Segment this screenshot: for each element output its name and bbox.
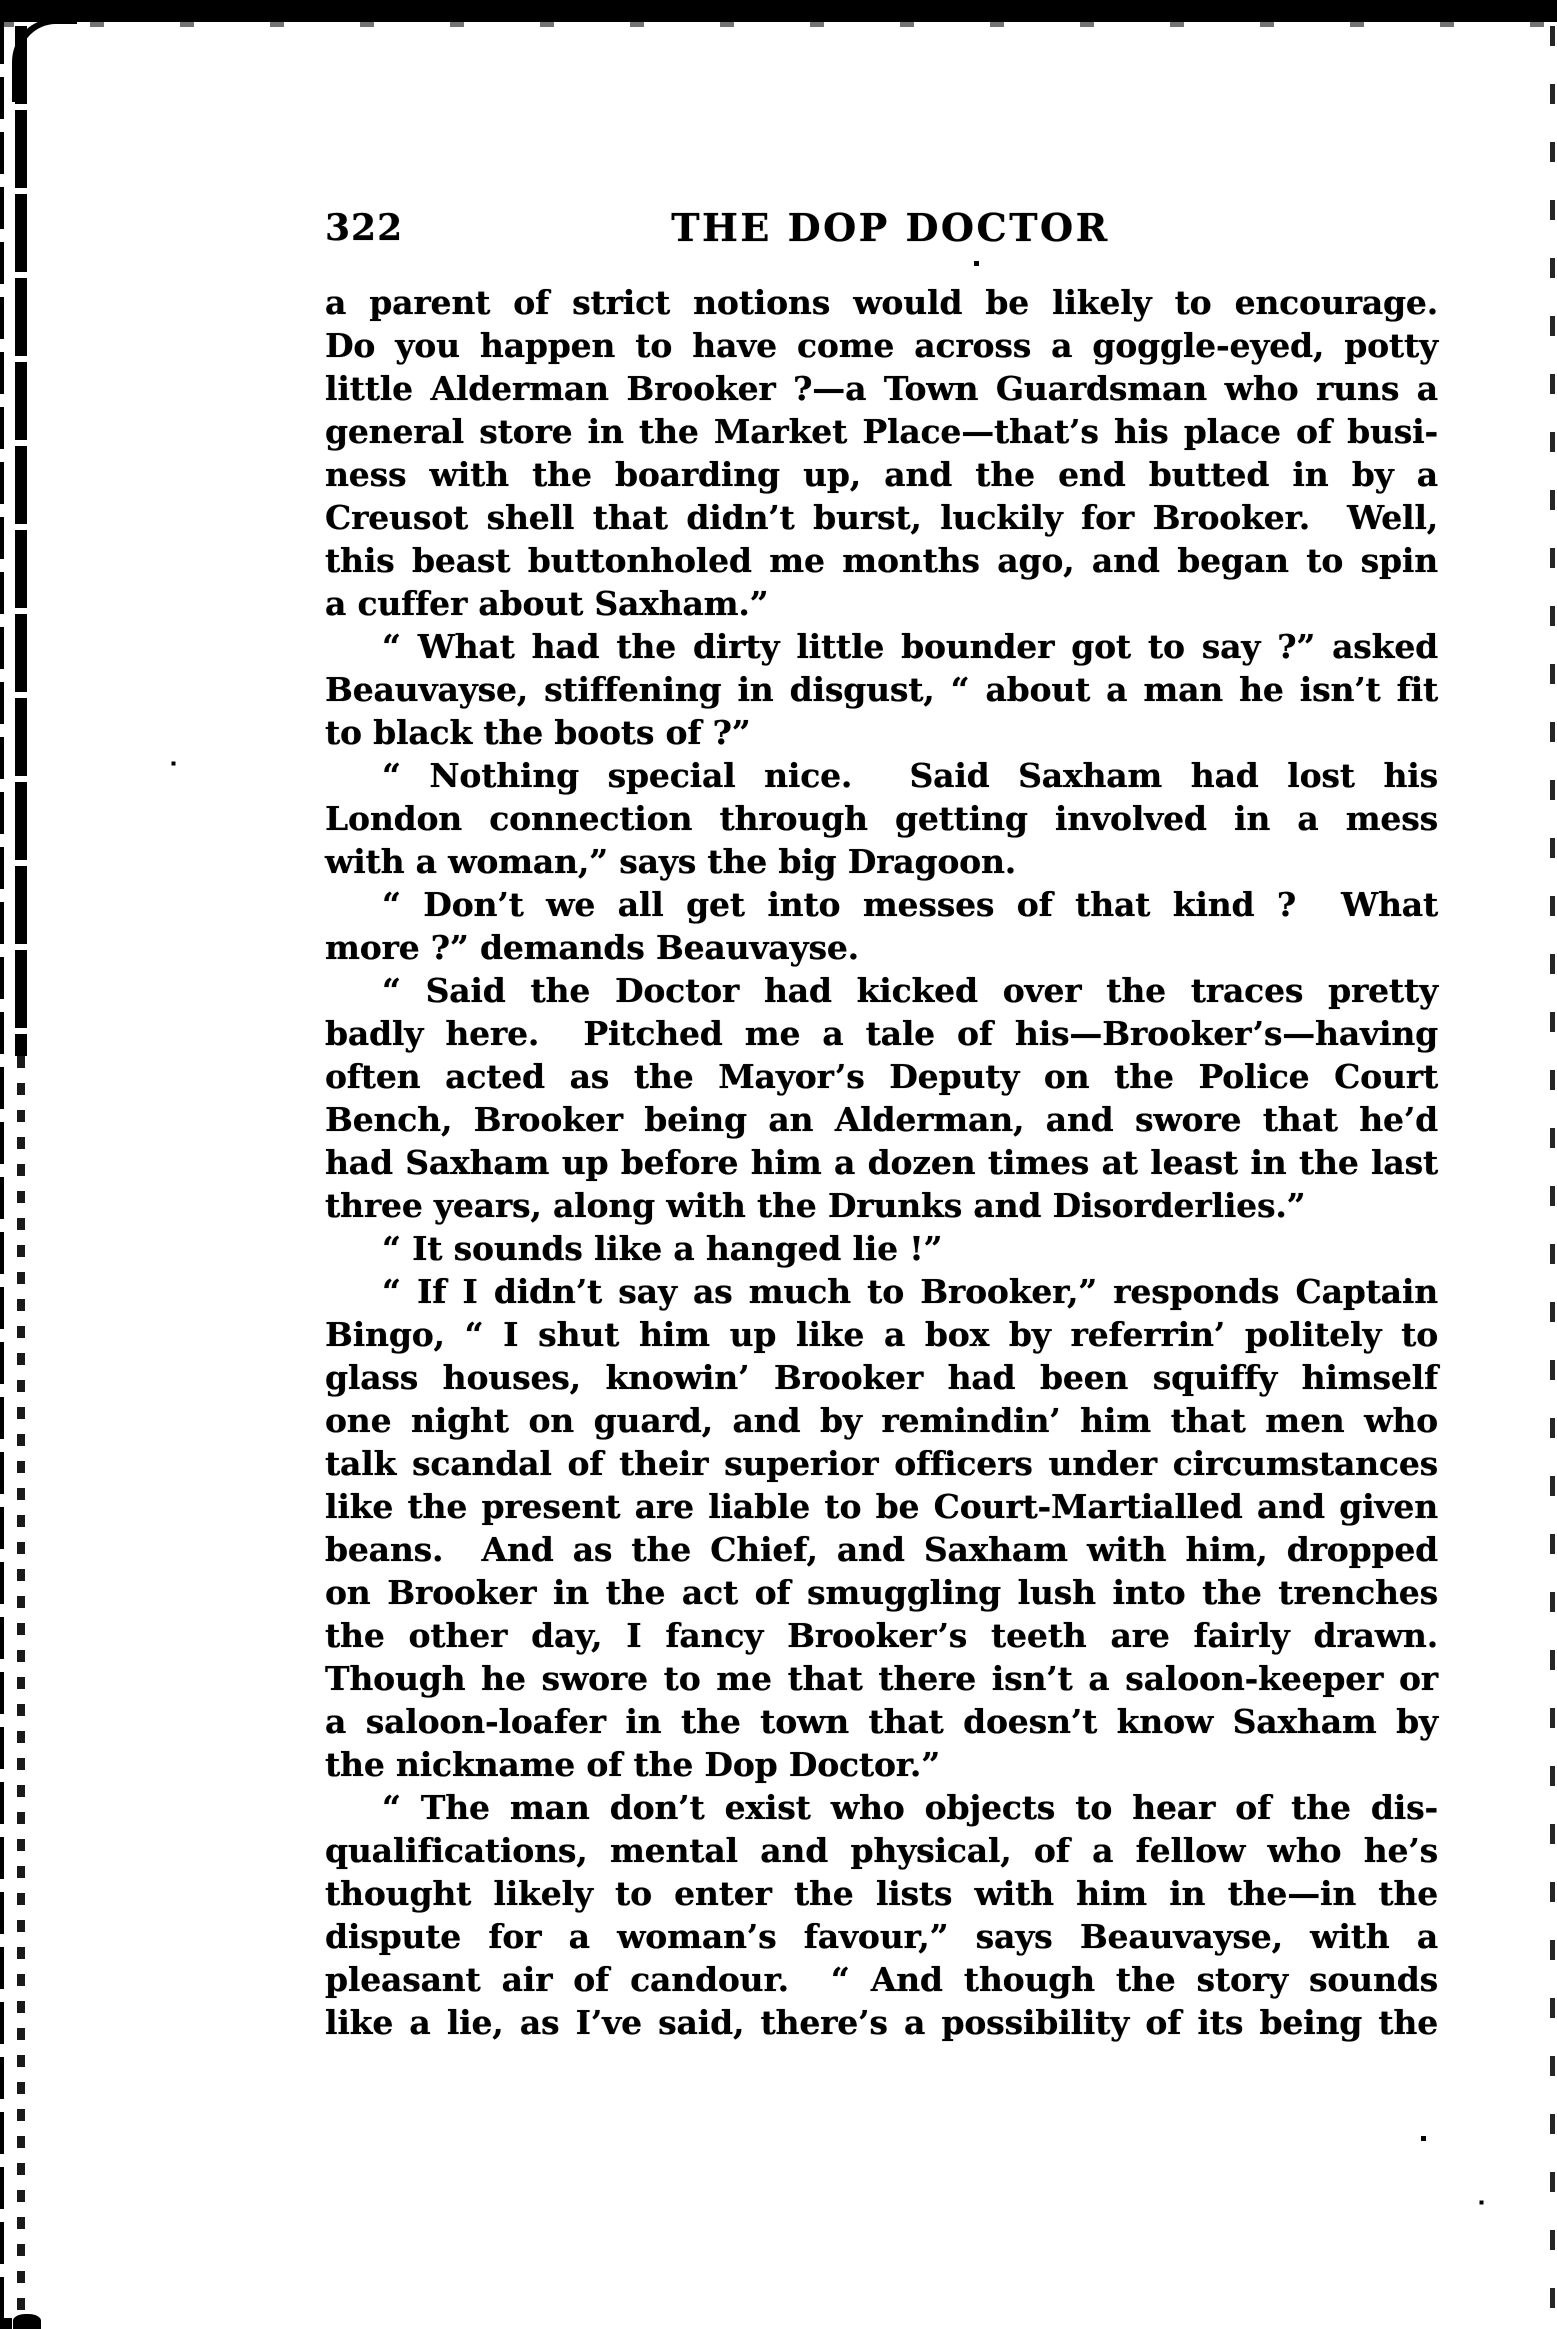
text-line: ness with the boarding up, and the end butted in by a (325, 455, 1438, 494)
scan-top-band-ragged-edge (0, 22, 1557, 27)
text-line: like a lie, as I’ve said, there’s a possibility of its being the (325, 2003, 1438, 2042)
text-line: one night on guard, and by remindin’ him that men who (325, 1401, 1438, 1440)
text-line: Creusot shell that didn’t burst, luckily for Brooker. Well, (325, 498, 1438, 537)
text-line: thought likely to enter the lists with him in the—in the (325, 1874, 1438, 1913)
text-line: “ Said the Doctor had kicked over the traces pretty (382, 971, 1438, 1010)
text-line: this beast buttonholed me months ago, and began to spin (325, 541, 1438, 580)
page-number: 322 (325, 207, 404, 249)
text-line: a saloon-loafer in the town that doesn’t know Saxham by (325, 1702, 1438, 1741)
text-line: Bench, Brooker being an Alderman, and swore that he’d (325, 1100, 1438, 1139)
text-line: talk scandal of their superior officers under circumstances (325, 1444, 1438, 1483)
text-line: “ If I didn’t say as much to Brooker,” responds Captain (382, 1272, 1438, 1311)
scan-top-black-band (0, 0, 1557, 22)
scan-bottom-ink-blob (13, 2314, 41, 2329)
text-line: Though he swore to me that there isn’t a saloon-keeper or (325, 1659, 1438, 1698)
text-line: qualifications, mental and physical, of a fellow who he’s (325, 1831, 1438, 1870)
text-line: dispute for a woman’s favour,” says Beauvayse, with a (325, 1917, 1438, 1956)
scan-left-edge-line-inner (15, 26, 27, 1056)
scan-bottom-ink-blob (0, 2318, 12, 2329)
text-line: with a woman,” says the big Dragoon. (325, 842, 1017, 881)
text-line: “ The man don’t exist who objects to hear of the dis- (382, 1788, 1438, 1827)
text-line: the nickname of the Dop Doctor.” (325, 1745, 940, 1784)
text-line: Do you happen to have come across a goggle-eyed, potty (325, 326, 1438, 365)
text-line: pleasant air of candour. “ And though the story sounds (325, 1960, 1438, 1999)
text-line: on Brooker in the act of smuggling lush into the trenches (325, 1573, 1438, 1612)
scan-ink-specks (0, 0, 3, 3)
text-line: glass houses, knowin’ Brooker had been squiffy himself (325, 1358, 1438, 1397)
text-line: to black the boots of ?” (325, 713, 751, 752)
text-line: like the present are liable to be Court-Martialled and given (325, 1487, 1438, 1526)
text-line: three years, along with the Drunks and Disorderlies.” (325, 1186, 1306, 1225)
text-line: more ?” demands Beauvayse. (325, 928, 859, 967)
text-line: badly here. Pitched me a tale of his—Brooker’s—having (325, 1014, 1438, 1053)
text-line: London connection through getting involved in a mess (325, 799, 1438, 838)
text-line: “ It sounds like a hanged lie !” (382, 1229, 943, 1268)
text-line: “ Don’t we all get into messes of that kind ? What (382, 885, 1438, 924)
text-line: Bingo, “ I shut him up like a box by referrin’ politely to (325, 1315, 1438, 1354)
text-line: Beauvayse, stiffening in disgust, “ about a man he isn’t fit (325, 670, 1438, 709)
page-text (325, 281, 1438, 2044)
running-header (325, 204, 1438, 252)
text-line: had Saxham up before him a dozen times at least in the last (325, 1143, 1438, 1182)
text-line: a parent of strict notions would be likely to encourage. (325, 283, 1438, 322)
running-title: THE DOP DOCTOR (671, 205, 1110, 250)
text-line: beans. And as the Chief, and Saxham with him, dropped (325, 1530, 1438, 1569)
scan-left-edge-line-outer (0, 22, 4, 2329)
text-line: often acted as the Mayor’s Deputy on the Police Court (325, 1057, 1438, 1096)
scan-right-edge-line (1550, 26, 1555, 2329)
text-line: little Alderman Brooker ?—a Town Guardsman who runs a (325, 369, 1438, 408)
scan-left-edge-line-inner-speckled (17, 1056, 25, 2329)
text-line: “ Nothing special nice. Said Saxham had lost his (382, 756, 1438, 795)
text-line: “ What had the dirty little bounder got to say ?” asked (382, 627, 1438, 666)
text-line: the other day, I fancy Brooker’s teeth are fairly drawn. (325, 1616, 1438, 1655)
text-line: a cuffer about Saxham.” (325, 584, 769, 623)
text-line: general store in the Market Place—that’s his place of busi- (325, 412, 1438, 451)
